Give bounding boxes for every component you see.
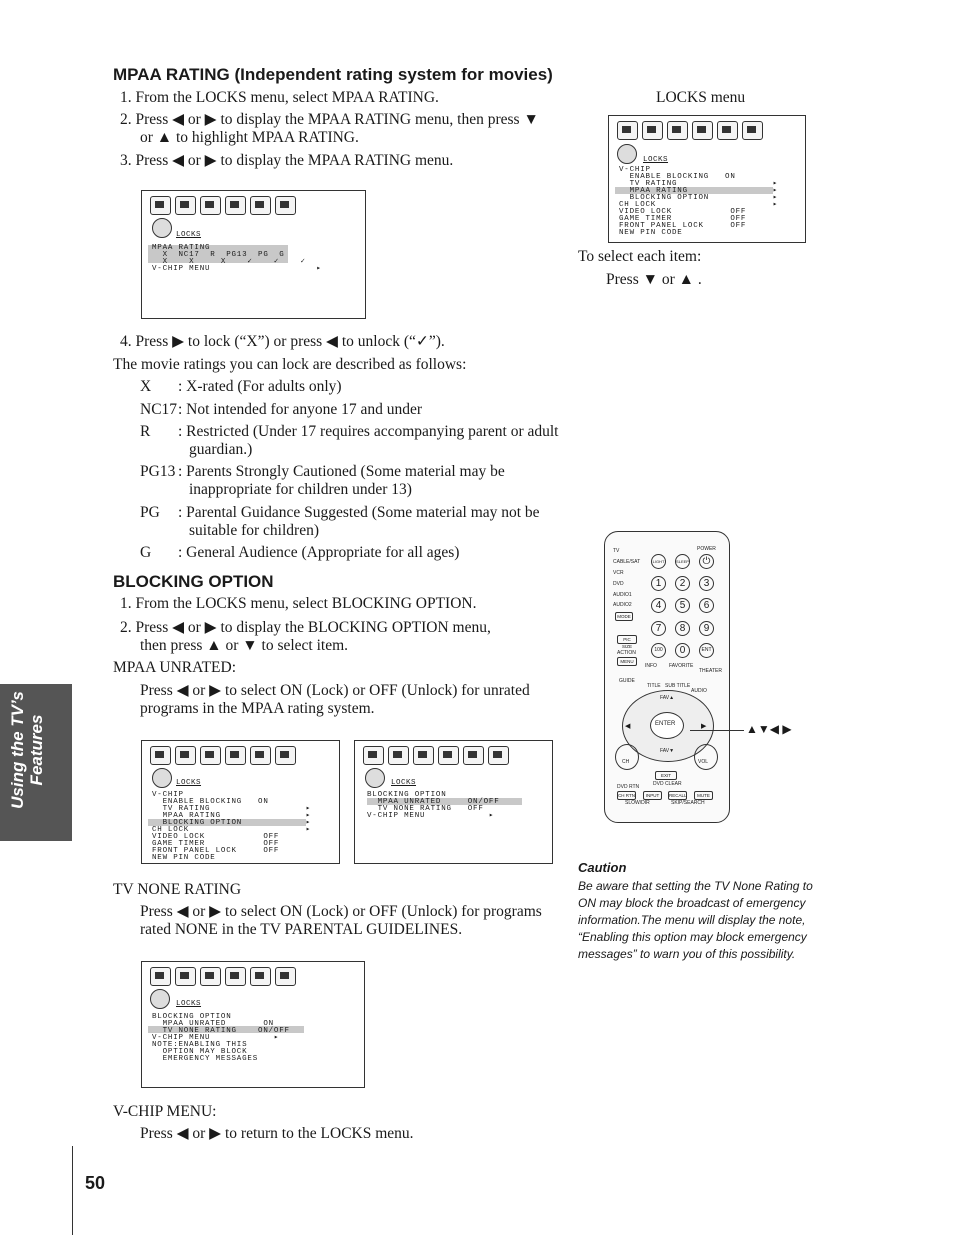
locks-menu — [608, 115, 806, 243]
lock-icon — [365, 768, 385, 788]
remote-control — [604, 531, 730, 823]
ch-label: CH — [622, 759, 630, 765]
mpaa-step1: 1. From the LOCKS menu, select MPAA RATING. — [120, 89, 439, 106]
menu-line: MPAA UNRATED ON — [152, 1020, 274, 1028]
menu-icon-bar — [363, 746, 509, 765]
blocking-step2b: then press ▲ or ▼ to select item. — [140, 637, 349, 654]
menu-line: OPTION MAY BLOCK — [152, 1048, 248, 1056]
right-arrow-icon[interactable]: ▶ — [701, 723, 707, 730]
menu-title: LOCKS — [176, 779, 202, 787]
menu-line: ENABLE BLOCKING ON — [152, 798, 269, 806]
menu-line: FRONT PANEL LOCK OFF — [152, 847, 280, 855]
digit-button[interactable]: 6 — [699, 598, 714, 613]
source-label: VCR — [613, 570, 624, 576]
page-number: 50 — [85, 1173, 106, 1193]
rating-desc: : General Audience (Appropriate for all ages) — [178, 544, 460, 561]
select-item-text: To select each item: — [578, 248, 702, 265]
mpaa-heading: MPAA RATING (Independent rating system for movies) — [113, 65, 553, 84]
digit-button[interactable]: 4 — [651, 598, 666, 613]
locks-menu-blocking — [141, 740, 340, 864]
digit-button[interactable]: 3 — [699, 576, 714, 591]
lock-icon — [150, 989, 170, 1009]
blocking-step1: 1. From the LOCKS menu, select BLOCKING OPTION. — [120, 595, 477, 612]
caution-line: information.The menu will display the note, — [578, 913, 806, 927]
rating-code: NC17 — [140, 401, 178, 418]
subtitle-label: SUB TITLE — [665, 683, 691, 689]
menu-line: V-CHIP MENU ▸ — [367, 812, 495, 820]
mute-button[interactable]: MUTE — [694, 791, 713, 800]
caution-line: ON may block the broadcast of emergency — [578, 896, 806, 910]
menu-line: V-CHIP MENU ▸ — [152, 1034, 280, 1042]
ch-button[interactable] — [615, 744, 639, 770]
digit-button[interactable]: 8 — [675, 621, 690, 636]
rating-code: PG — [140, 504, 160, 521]
source-label: DVD — [613, 581, 624, 587]
caution-line: Be aware that setting the TV None Rating to — [578, 879, 813, 893]
rating-desc: : X-rated (For adults only) — [178, 378, 342, 395]
digit-button[interactable]: 9 — [699, 621, 714, 636]
source-label: TV — [613, 548, 620, 554]
side-tab-label: Using the TV’s Features — [8, 691, 46, 809]
arrow-keys-label: ▲▼◀ ▶ — [746, 722, 792, 736]
menu-icon-bar — [150, 967, 296, 986]
recall-button[interactable]: RECALL — [669, 793, 687, 798]
menu-line: V-CHIP — [152, 791, 184, 799]
menu-line: TV RATING ▸ — [152, 805, 312, 813]
mpaa-step2b: or ▲ to highlight MPAA RATING. — [140, 129, 359, 146]
mpaa-unrated-title: MPAA UNRATED: — [113, 659, 237, 676]
lock-icon — [152, 218, 172, 238]
locks-menu-caption: LOCKS menu — [656, 89, 746, 106]
menu-line: X NC17 R PG13 PG G — [152, 251, 285, 259]
digit-button[interactable]: 5 — [675, 598, 690, 613]
slow-dir-label: SLOW/DIR — [625, 800, 650, 806]
rating-desc: guardian.) — [189, 441, 253, 458]
pic-size-button[interactable]: PIC SIZE — [617, 635, 637, 644]
rating-code: G — [140, 544, 152, 561]
dvd-clear-label: DVD CLEAR — [653, 781, 682, 787]
digit-button[interactable]: ENT — [699, 643, 714, 658]
menu-line: X X X ✓ ✓ ✓ — [152, 258, 306, 266]
theater-label: THEATER — [699, 668, 722, 674]
lock-icon — [152, 768, 172, 788]
mpaa-step4: 4. Press ▶ to lock (“X”) or press ◀ to unlock (“✓”). — [120, 333, 445, 350]
menu-line: MPAA RATING — [152, 244, 211, 252]
vchip-menu-title: V-CHIP MENU: — [113, 1103, 217, 1120]
menu-icon-bar — [150, 196, 296, 215]
page-number-rule — [72, 1146, 73, 1235]
menu-line: VIDEO LOCK OFF — [619, 208, 747, 216]
select-item-text: Press ▼ or ▲ . — [606, 271, 702, 288]
mpaa-unrated-text: Press ◀ or ▶ to select ON (Lock) or OFF (Unlock) for unrated — [140, 682, 530, 699]
menu-line: NEW PIN CODE — [619, 229, 683, 237]
rating-desc: : Parents Strongly Cautioned (Some material may be — [178, 463, 505, 480]
title-label: TITLE — [647, 683, 661, 689]
digit-button[interactable]: 1 — [651, 576, 666, 591]
ch-rtn-button[interactable]: CH RTN — [618, 793, 635, 798]
fav-down-label: FAV▼ — [660, 748, 675, 754]
dvd-rtn-label: DVD RTN — [617, 784, 640, 790]
menu-line: GAME TIMER OFF — [152, 840, 280, 848]
blocking-heading: BLOCKING OPTION — [113, 572, 274, 591]
menu-line: GAME TIMER OFF — [619, 215, 747, 223]
menu-icon-bar — [617, 121, 763, 140]
rating-desc: inappropriate for children under 13) — [189, 481, 412, 498]
caution-line: messages” to warn you of this possibility. — [578, 947, 796, 961]
guide-label: GUIDE — [619, 678, 635, 684]
rating-desc: : Parental Guidance Suggested (Some material may not be — [178, 504, 540, 521]
rating-desc: : Restricted (Under 17 requires accompanying parent or adult — [178, 423, 559, 440]
menu-title: LOCKS — [176, 231, 202, 239]
menu-title: LOCKS — [643, 156, 669, 164]
menu-line: BLOCKING OPTION ▸ — [152, 819, 312, 827]
sleep-button[interactable]: SLEEP — [675, 554, 690, 569]
menu-line: NEW PIN CODE — [152, 854, 216, 862]
input-button[interactable]: INPUT — [643, 791, 662, 800]
menu-line: EMERGENCY MESSAGES — [152, 1055, 259, 1063]
menu-title: LOCKS — [176, 1000, 202, 1008]
menu-line: CH LOCK ▸ — [619, 201, 779, 209]
info-label: INFO — [645, 663, 657, 669]
mpaa-step2a: 2. Press ◀ or ▶ to display the MPAA RATING menu, then press ▼ — [120, 111, 539, 128]
skip-search-label: SKIP/SEARCH — [671, 800, 705, 806]
left-arrow-icon[interactable]: ◀ — [625, 723, 631, 730]
rating-code: X — [140, 378, 152, 395]
mode-button[interactable]: MODE — [615, 612, 633, 621]
caution-title: Caution — [578, 860, 627, 875]
menu-line: BLOCKING OPTION — [152, 1013, 232, 1021]
mpaa-unrated-text: programs in the MPAA rating system. — [140, 700, 375, 717]
menu-icon-bar — [150, 746, 296, 765]
mpaa-step3: 3. Press ◀ or ▶ to display the MPAA RATING menu. — [120, 152, 454, 169]
menu-button[interactable]: MENU — [617, 657, 637, 666]
vchip-menu-text: Press ◀ or ▶ to return to the LOCKS menu. — [140, 1125, 414, 1142]
digit-button[interactable]: 100 — [651, 643, 666, 658]
ratings-intro: The movie ratings you can lock are described as follows: — [113, 356, 467, 373]
blocking-option-menu — [354, 740, 553, 864]
exit-button[interactable]: EXIT — [655, 771, 677, 780]
menu-line: V-CHIP MENU ▸ — [152, 265, 322, 273]
enter-label: ENTER — [655, 721, 676, 727]
source-label: AUDIO1 — [613, 592, 632, 598]
vol-button[interactable] — [694, 744, 718, 770]
menu-title: LOCKS — [391, 779, 417, 787]
rating-desc: : Not intended for anyone 17 and under — [178, 401, 423, 418]
audio-label: AUDIO — [691, 688, 707, 694]
tv-none-text: Press ◀ or ▶ to select ON (Lock) or OFF (Unlock) for programs — [140, 903, 542, 920]
menu-line: BLOCKING OPTION — [367, 791, 447, 799]
menu-line: VIDEO LOCK OFF — [152, 833, 280, 841]
favorite-label: FAVORITE — [669, 663, 694, 669]
fav-up-label: FAV▲ — [660, 695, 675, 701]
vol-label: VOL — [698, 759, 709, 765]
power-button[interactable]: ⏻ — [699, 554, 714, 569]
mpaa-rating-menu — [141, 190, 366, 319]
menu-line: MPAA RATING ▸ — [619, 187, 779, 195]
source-label: CABLE/SAT — [613, 559, 641, 565]
menu-line: ENABLE BLOCKING ON — [619, 173, 736, 181]
tv-none-menu — [141, 961, 365, 1088]
tv-none-title: TV NONE RATING — [113, 881, 242, 898]
tv-none-text: rated NONE in the TV PARENTAL GUIDELINES. — [140, 921, 463, 938]
menu-line: NOTE:ENABLING THIS — [152, 1041, 248, 1049]
power-label: POWER — [697, 546, 716, 552]
digit-button[interactable]: 2 — [675, 576, 690, 591]
source-label: AUDIO2 — [613, 602, 632, 608]
menu-line: V-CHIP — [619, 166, 651, 174]
menu-line: BLOCKING OPTION ▸ — [619, 194, 779, 202]
caution-line: “Enabling this option may block emergency — [578, 930, 807, 944]
blocking-step2a: 2. Press ◀ or ▶ to display the BLOCKING OPTION menu, — [120, 619, 491, 636]
digit-button[interactable]: 7 — [651, 621, 666, 636]
menu-line: MPAA RATING ▸ — [152, 812, 312, 820]
menu-line: TV RATING ▸ — [619, 180, 779, 188]
menu-line: TV NONE RATING OFF — [367, 805, 484, 813]
menu-line: FRONT PANEL LOCK OFF — [619, 222, 747, 230]
lock-icon — [617, 144, 637, 164]
rating-desc: suitable for children) — [189, 522, 319, 539]
digit-button[interactable]: 0 — [675, 643, 690, 658]
rating-code: R — [140, 423, 151, 440]
menu-line: CH LOCK ▸ — [152, 826, 312, 834]
callout-line — [690, 730, 744, 731]
action-label: ACTION — [617, 650, 636, 656]
light-button[interactable]: LIGHT — [651, 554, 666, 569]
menu-line: MPAA UNRATED ON/OFF — [367, 798, 500, 806]
menu-line: TV NONE RATING ON/OFF — [152, 1027, 290, 1035]
rating-code: PG13 — [140, 463, 176, 480]
